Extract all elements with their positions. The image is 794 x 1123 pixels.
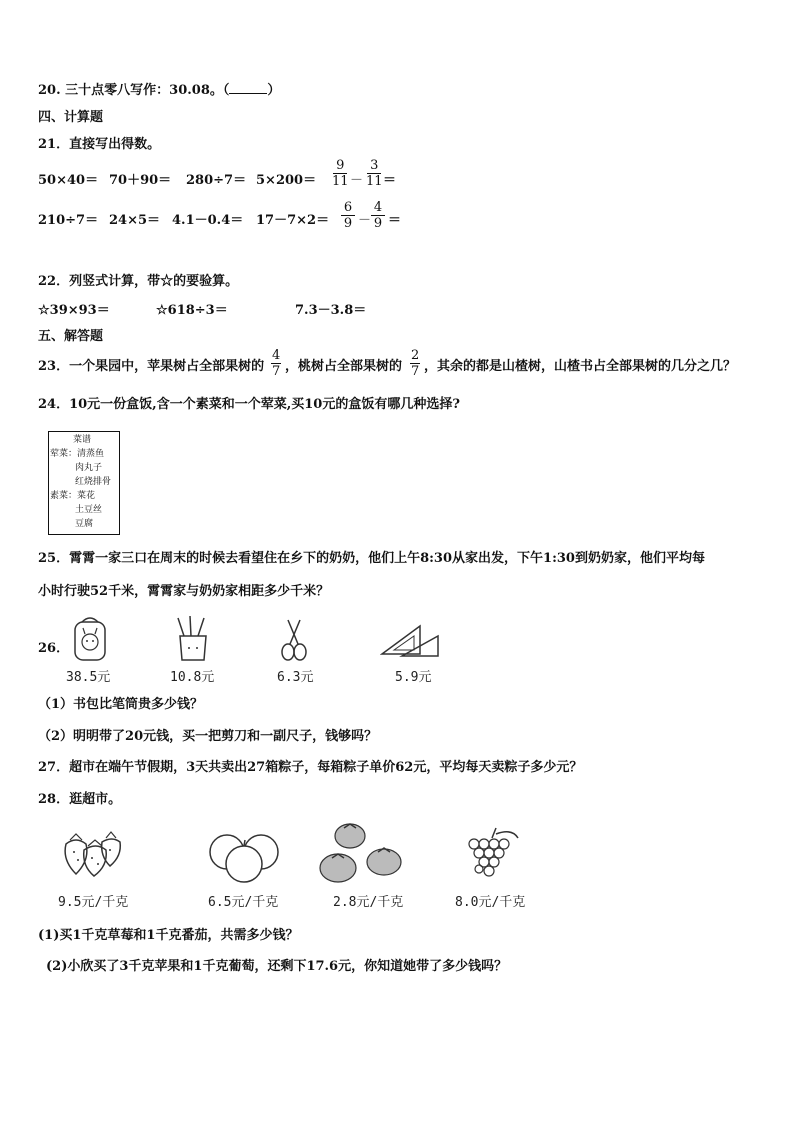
numerator: 4 <box>272 348 281 363</box>
denominator: 9 <box>343 216 353 231</box>
section-5-title: 五、解答题 <box>38 329 104 344</box>
menu-line: 素菜：菜花 <box>50 491 96 501</box>
strawberry-icon <box>62 830 124 880</box>
answer-blank[interactable] <box>229 93 267 94</box>
calc-item: 7.3－3.8＝ <box>295 303 367 318</box>
menu-table <box>48 431 120 535</box>
price-label: 2.8元/千克 <box>333 895 404 910</box>
question-24: 24．10元一份盒饭,含一个素菜和一个荤菜,买10元的盒饭有哪几种选择? <box>38 397 460 412</box>
question-26-number: 26． <box>38 641 70 656</box>
q23-part-a: 23．一个果园中，苹果树占全部果树的 <box>38 359 265 374</box>
minus-sign: － <box>350 173 364 188</box>
calc-item: ☆39×93＝ <box>38 303 110 318</box>
price-label: 9.5元/千克 <box>58 895 129 910</box>
q20-body: 三十点零八写作：30.08。（ <box>65 83 230 98</box>
calc-item: 70＋90＝ <box>109 173 172 188</box>
price-label: 6.3元 <box>277 670 314 685</box>
calc-item: ☆618÷3＝ <box>156 303 228 318</box>
calc-item: 17－7×2＝ <box>256 213 330 228</box>
apple-icon <box>205 828 285 884</box>
section-4-title: 四、计算题 <box>38 110 104 125</box>
question-27: 27．超市在端午节假期，3天共卖出27箱粽子，每箱粽子单价62元，平均每天卖粽子多少元？ <box>38 760 583 775</box>
price-label: 38.5元 <box>66 670 111 685</box>
calc-item: 210÷7＝ <box>38 213 99 228</box>
question-28-title: 28．逛超市。 <box>38 792 122 807</box>
equals-sign: ＝ <box>388 213 402 228</box>
fraction <box>341 200 355 231</box>
pencil-holder-icon <box>174 614 212 662</box>
menu-line: 土豆丝 <box>75 505 103 515</box>
numerator: 2 <box>411 348 420 363</box>
q28-sub-1: (1)买1千克草莓和1千克番茄，共需多少钱？ <box>38 928 299 943</box>
schoolbag-icon <box>70 614 110 662</box>
numerator: 4 <box>373 200 383 215</box>
calc-item: 24×5＝ <box>109 213 161 228</box>
grape-icon <box>462 826 522 884</box>
denominator: 9 <box>373 216 383 231</box>
denominator: 11 <box>332 174 349 189</box>
price-label: 10.8元 <box>170 670 215 685</box>
price-label: 8.0元/千克 <box>455 895 526 910</box>
menu-line: 荤菜：清蒸鱼 <box>50 449 105 459</box>
minus-sign: － <box>358 213 372 228</box>
q28-sub-2: (2)小欣买了3千克苹果和1千克葡萄，还剩下17.6元，你知道她带了多少钱吗？ <box>46 959 508 974</box>
question-21-title: 21．直接写出得数。 <box>38 137 161 152</box>
q26-sub-1: （1）书包比笔筒贵多少钱？ <box>38 697 204 712</box>
question-20 <box>38 83 280 99</box>
menu-title: 菜谱 <box>73 435 92 445</box>
question-22-title: 22．列竖式计算，带☆的要验算。 <box>38 274 239 289</box>
menu-line: 红烧排骨 <box>75 477 112 487</box>
denominator: 7 <box>411 364 420 379</box>
q23-part-c: ，其余的都是山楂树，山楂书占全部果树的几分之几？ <box>424 359 737 374</box>
denominator: 7 <box>272 364 281 379</box>
fraction <box>371 200 385 231</box>
tomato-icon <box>318 822 408 884</box>
q23-part-b: ，桃树占全部果树的 <box>285 359 403 374</box>
triangle-ruler-icon <box>380 622 440 658</box>
fraction <box>409 348 421 379</box>
menu-line: 肉丸子 <box>75 463 103 473</box>
q20-close: ） <box>267 83 281 98</box>
numerator: 6 <box>343 200 353 215</box>
scissors-icon <box>280 618 308 662</box>
q25-line-2: 小时行驶52千米，霄霄家与奶奶家相距多少千米？ <box>38 584 330 599</box>
calc-item: 4.1－0.4＝ <box>172 213 244 228</box>
calc-item: 280÷7＝ <box>186 173 247 188</box>
q20-text: 20. <box>38 83 61 98</box>
equals-sign: ＝ <box>383 173 397 188</box>
price-label: 5.9元 <box>395 670 432 685</box>
q26-sub-2: （2）明明带了20元钱，买一把剪刀和一副尺子，钱够吗？ <box>38 729 378 744</box>
calc-item: 5×200＝ <box>256 173 317 188</box>
numerator: 3 <box>370 158 379 173</box>
fraction <box>364 158 385 189</box>
price-label: 6.5元/千克 <box>208 895 279 910</box>
q25-line-1: 25．霄霄一家三口在周末的时候去看望住在乡下的奶奶，他们上午8:30从家出发，下午1:30到奶奶家，他们平均每 <box>38 551 705 566</box>
fraction <box>270 348 282 379</box>
numerator: 9 <box>336 158 345 173</box>
fraction <box>330 158 351 189</box>
denominator: 11 <box>366 174 383 189</box>
calc-item: 50×40＝ <box>38 173 99 188</box>
menu-line: 豆腐 <box>75 519 94 529</box>
